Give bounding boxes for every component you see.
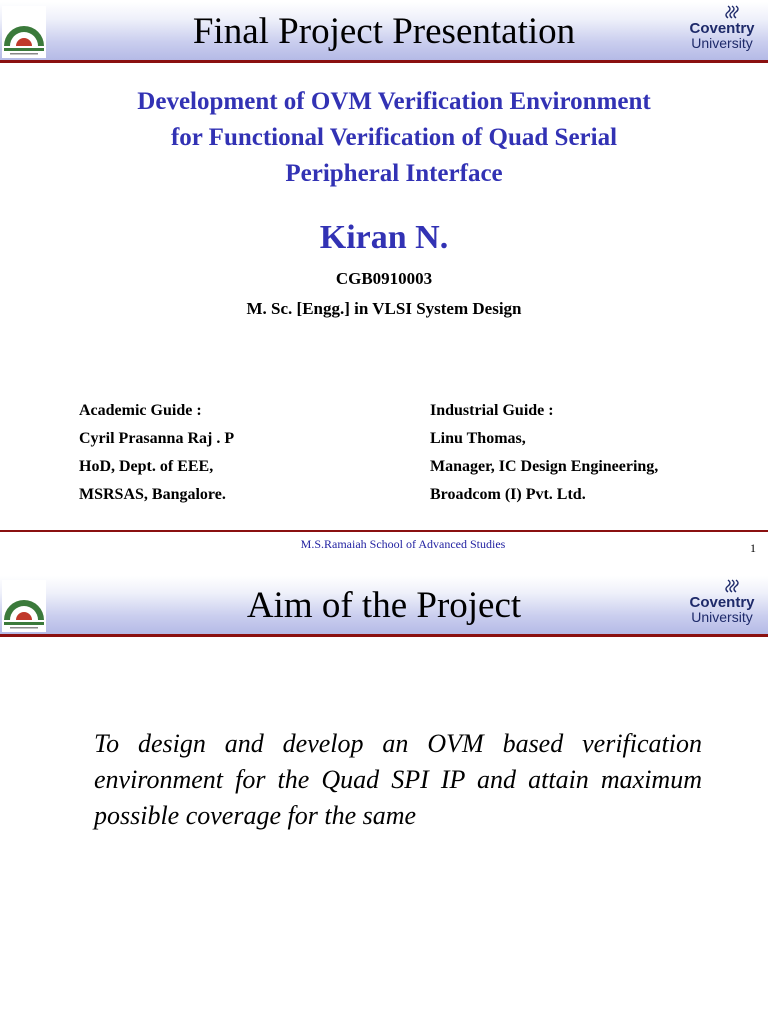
slide-2-header	[0, 576, 768, 637]
academic-guide-name: Cyril Prasanna Raj . P	[79, 430, 235, 447]
project-title	[40, 84, 748, 192]
coventry-university-logo	[684, 4, 760, 58]
coventry-logo-line2: University	[691, 609, 753, 625]
academic-guide-block	[79, 400, 234, 512]
project-title-line: Peripheral Interface	[285, 160, 503, 187]
project-title-line: for Functional Verification of Quad Serial	[170, 124, 618, 151]
industrial-guide-org: Broadcom (I) Pvt. Ltd.	[430, 486, 586, 503]
page-number: 1	[750, 541, 756, 555]
coventry-university-logo	[684, 578, 760, 632]
coventry-logo-line1: Coventry	[689, 20, 755, 37]
project-title-line: Development of OVM Verification Environment	[137, 88, 651, 115]
coventry-logo-line1: Coventry	[689, 594, 755, 611]
academic-guide-heading: Academic Guide :	[79, 402, 202, 419]
project-aim-statement: To design and develop an OVM based verification environment for the Quad SPI IP and attain maximum possible coverage for the same	[94, 729, 702, 830]
coventry-logo-line2: University	[691, 35, 753, 51]
degree-program: M. Sc. [Engg.] in VLSI System Design	[246, 299, 522, 318]
slide-1-title: Final Project Presentation	[192, 11, 576, 52]
academic-guide-org: MSRSAS, Bangalore.	[79, 486, 226, 503]
presenter-name: Kiran N.	[319, 219, 449, 256]
footer-institution: M.S.Ramaiah School of Advanced Studies	[300, 537, 506, 551]
academic-guide-role: HoD, Dept. of EEE,	[79, 458, 214, 475]
footer-divider	[0, 530, 768, 532]
slide-2-title: Aim of the Project	[246, 585, 522, 626]
slide-1-header	[0, 2, 768, 63]
registration-number: CGB0910003	[335, 269, 433, 288]
industrial-guide-role: Manager, IC Design Engineering,	[430, 458, 659, 475]
industrial-guide-heading: Industrial Guide :	[430, 402, 554, 419]
slide-2	[0, 576, 768, 1024]
industrial-guide-name: Linu Thomas,	[430, 430, 526, 447]
industrial-guide-block	[430, 400, 658, 512]
